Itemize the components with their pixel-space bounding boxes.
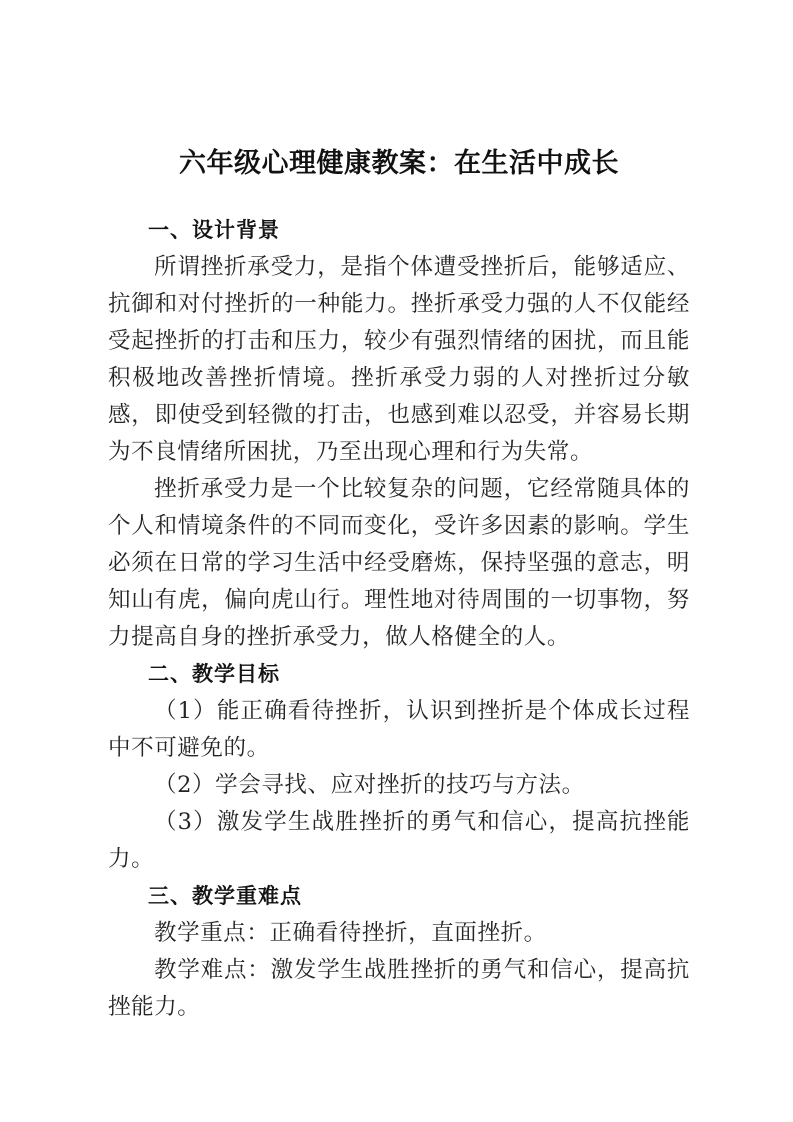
paragraph-frustration-definition: 所谓挫折承受力，是指个体遭受挫折后，能够适应、抗御和对付挫折的一种能力。挫折承受力强的人不仅能经受起挫折的打击和压力，较少有强烈情绪的困扰，而且能积极地改善挫折情境。挫折承受力弱的人对挫折过分敏感，即使受到轻微的打击，也感到难以忍受，并容易长期为不良情绪所困扰，乃至出现心理和行为失常。 <box>108 254 690 465</box>
document-content-area <box>108 142 690 1026</box>
paragraph-difficult-point: 教学难点：激发学生战胜挫折的勇气和信心，提高抗挫能力。 <box>108 957 690 1020</box>
objective-item-3: （3）激发学生战胜挫折的勇气和信心，提高抗挫能力。 <box>108 809 690 872</box>
page-title: 六年级心理健康教案：在生活中成长 <box>179 148 619 179</box>
section-heading-key-and-difficult-points: 三、教学重难点 <box>148 884 302 908</box>
section-heading-design-background: 一、设计背景 <box>148 218 280 242</box>
section-heading-teaching-objectives: 二、教学目标 <box>148 662 280 686</box>
objective-item-2: （2）学会寻找、应对挫折的技巧与方法。 <box>154 772 585 798</box>
document-block-list <box>108 212 690 1026</box>
objective-item-1: （1）能正确看待挫折，认识到挫折是个体成长过程中不可避免的。 <box>108 698 690 761</box>
paragraph-key-point: 教学重点：正确看待挫折，直面挫折。 <box>154 920 547 946</box>
paragraph-frustration-complexity: 挫折承受力是一个比较复杂的问题，它经常随具体的个人和情境条件的不同而变化，受许多因素的影响。学生必须在日常的学习生活中经受磨炼，保持坚强的意志，明知山有虎，偏向虎山行。理性地对待周围的一切事物，努力提高自身的挫折承受力，做人格健全的人。 <box>108 476 690 650</box>
